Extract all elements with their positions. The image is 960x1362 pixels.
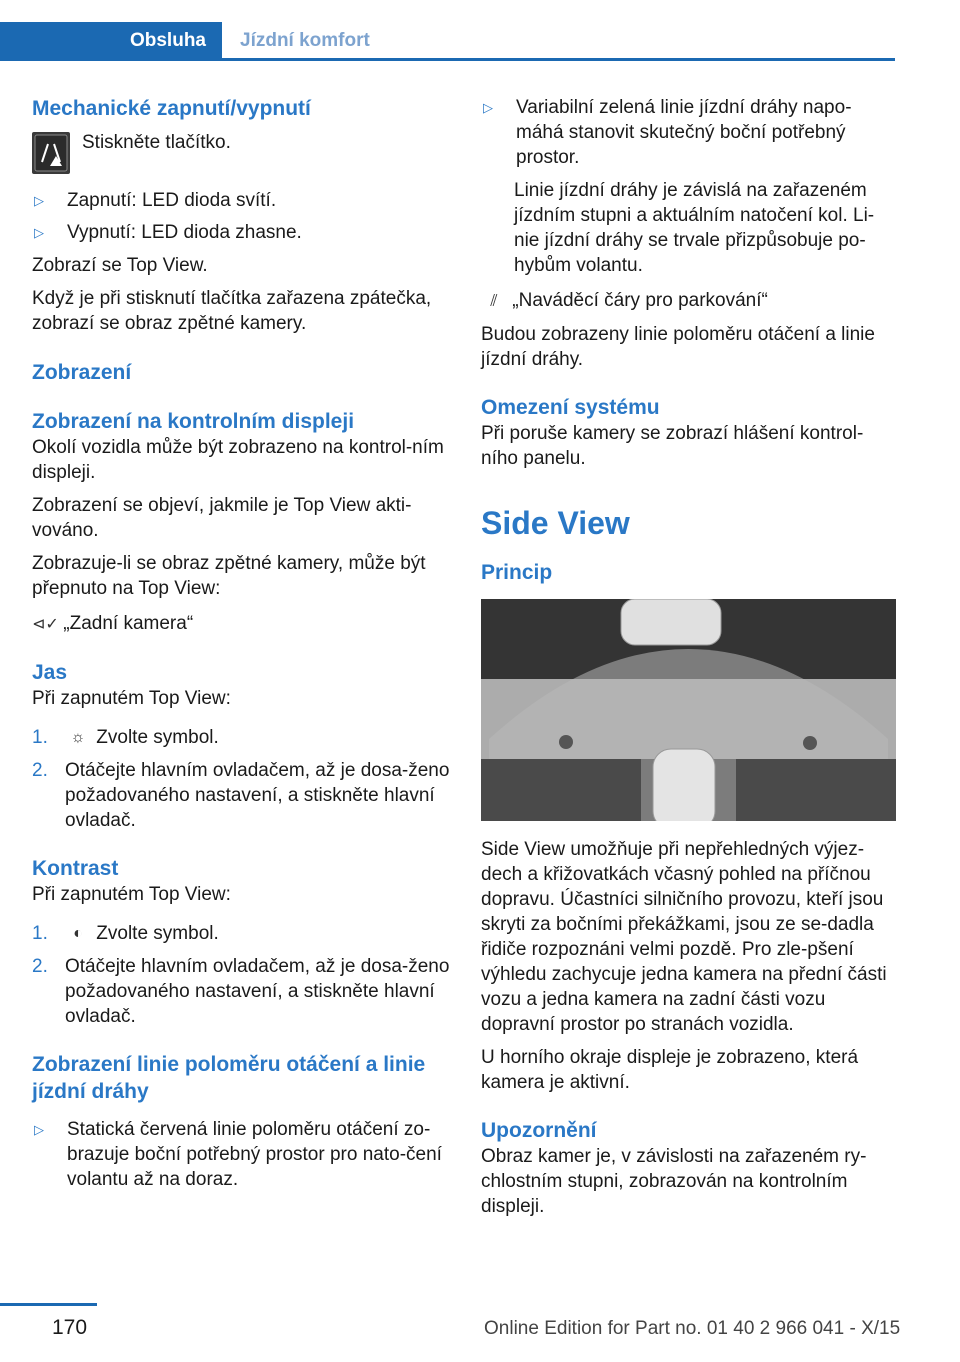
press-button-text: Stiskněte tlačítko. [82, 132, 231, 153]
heading-side-view: Side View [481, 505, 630, 541]
paragraph: Okolí vozidla může být zobrazeno na kontrol-ním displeji. [32, 437, 444, 483]
triangle-bullet-icon: ▷ [34, 1122, 44, 1137]
list-item: ▷ Variabilní zelená linie jízdní dráhy napo-máhá stanovit skutečný boční potřebný prostor. [483, 97, 852, 168]
list-item: ▷ Vypnutí: LED dioda zhasne. [34, 222, 302, 243]
footer-rule [0, 1303, 97, 1306]
list-item: 1. ◐ Zvolte symbol. [32, 923, 219, 944]
triangle-bullet-icon: ▷ [483, 100, 493, 115]
paragraph: Obraz kamer je, v závislosti na zařazeném ry-chlostním stupni, zobrazován na kontrolním displeji. [481, 1146, 867, 1217]
parking-lines-label: „Naváděcí čáry pro parkování“ [512, 290, 768, 311]
sun-icon: ☼ [70, 729, 86, 746]
heading-brightness: Jas [32, 661, 68, 684]
paragraph: Side View umožňuje při nepřehledných výjez-dech a křižovatkách včasný pohled na příčnou dopravu. Účastníci silničního provozu, kteří jsou skryti za bočními překážkami, jsou ze se-dadla řidiče rozpoznáni velmi pozdě. Pro zle-pšení výhledu zachycuje jedna kamera na přední části vozu a jedna kamera na zadní části vozu dopravní prostor po stranách vozidla. [481, 839, 887, 1035]
heading-principle: Princip [481, 561, 553, 584]
paragraph: Zobrazení se objeví, jakmile je Top View akti-vováno. [32, 495, 412, 541]
rear-camera-label: „Zadní kamera“ [63, 613, 194, 634]
heading-contrast: Kontrast [32, 857, 119, 880]
edition-text: Online Edition for Part no. 01 40 2 966 041 - X/15 [484, 1318, 901, 1339]
triangle-bullet-icon: ▷ [34, 225, 44, 240]
parking-button-icon [32, 132, 70, 174]
header-rule [0, 58, 895, 61]
contrast-icon: ◐ [73, 925, 83, 942]
list-item: 1. ☼ Zvolte symbol. [32, 727, 219, 748]
tab-obsluha[interactable]: Obsluha [0, 22, 222, 60]
list-item: 2. Otáčejte hlavním ovladačem, až je dosa-ženo požadovaného nastavení, a stiskněte hlavní ovladač. [32, 760, 450, 831]
list-item: ▷ Statická červená linie poloměru otáčení zo-brazuje boční potřebný prostor pro nato-čení volantu až na doraz. [34, 1119, 442, 1190]
paragraph: Budou zobrazeny linie poloměru otáčení a linie jízdní dráhy. [481, 324, 875, 370]
triangle-bullet-icon: ▷ [34, 193, 44, 208]
side-view-illustration [481, 599, 896, 821]
tab-jizdni-komfort[interactable]: Jízdní komfort [240, 30, 370, 51]
paragraph: Linie jízdní dráhy je závislá na zařazeném jízdním stupni a aktuálním natočení kol. Li-nie jízdní dráhy se trvale přizpůsobuje po-hybům volantu. [514, 180, 875, 276]
paragraph: Zobrazí se Top View. [32, 255, 208, 276]
heading-display: Zobrazení [32, 361, 132, 384]
heading-control-display: Zobrazení na kontrolním displeji [32, 410, 355, 433]
paragraph: Při zapnutém Top View: [32, 688, 231, 709]
paragraph: Při zapnutém Top View: [32, 884, 231, 905]
heading-note: Upozornění [481, 1119, 597, 1142]
rear-camera-icon: ⊲✓ [32, 616, 59, 633]
heading-limits: Omezení systému [481, 396, 660, 419]
paragraph: Když je při stisknutí tlačítka zařazena zpátečka, zobrazí se obraz zpětné kamery. [32, 288, 432, 334]
heading-mechanical: Mechanické zapnutí/vypnutí [32, 97, 311, 120]
list-item: 2. Otáčejte hlavním ovladačem, až je dosa-ženo požadovaného nastavení, a stiskněte hlavní ovladač. [32, 956, 450, 1027]
paragraph: Při poruše kamery se zobrazí hlášení kontrol-ního panelu. [481, 423, 864, 469]
heading-lines: Zobrazení linie poloměru otáčení a linie jízdní dráhy [32, 1053, 426, 1103]
left-column [32, 95, 452, 1192]
paragraph: Zobrazuje-li se obraz zpětné kamery, může být přepnuto na Top View: [32, 553, 426, 599]
parking-lines-icon: ⫽ [490, 293, 498, 310]
page-number: 170 [52, 1316, 88, 1339]
paragraph: U horního okraje displeje je zobrazeno, která kamera je aktivní. [481, 1047, 859, 1093]
header-tabs [0, 0, 895, 60]
right-column [481, 95, 896, 1219]
list-item: ▷ Zapnutí: LED dioda svítí. [34, 190, 277, 211]
